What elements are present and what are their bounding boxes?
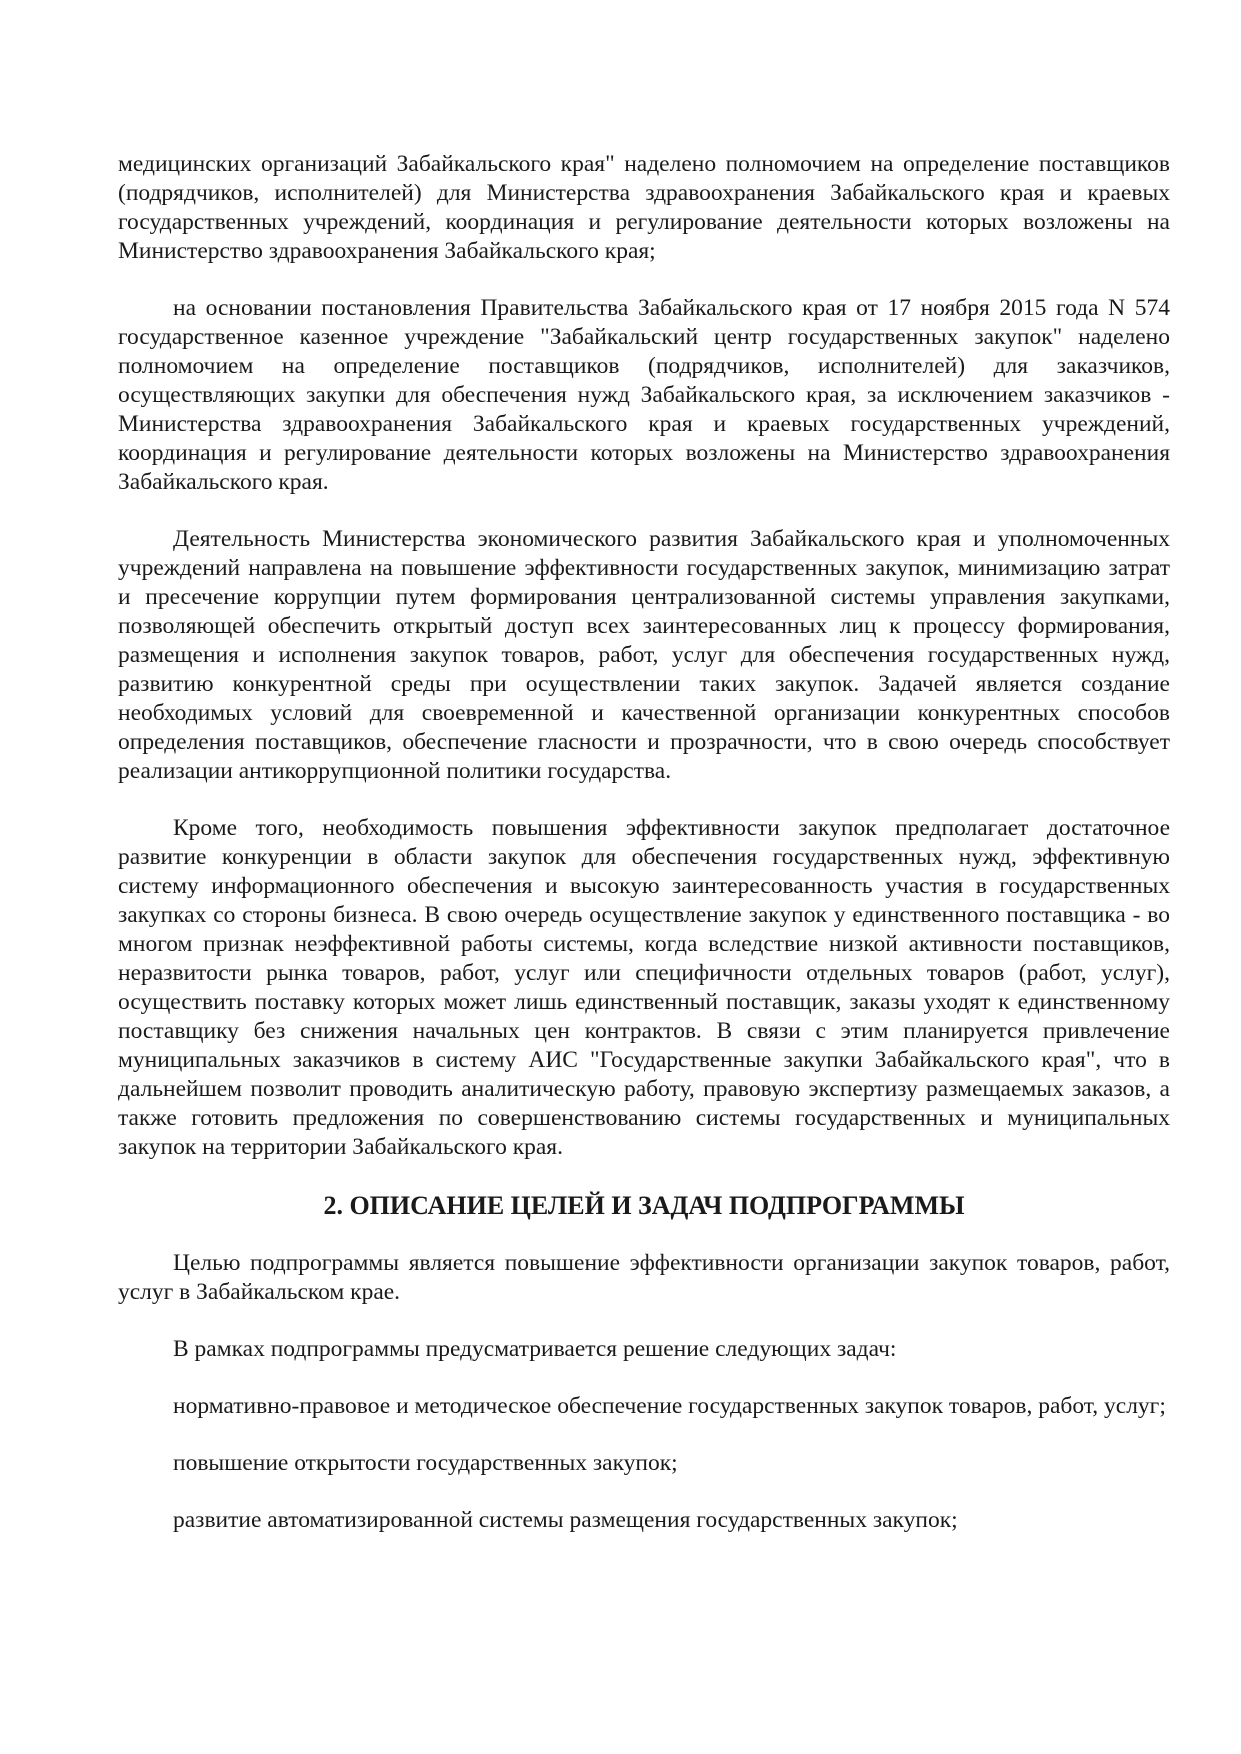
section-heading: 2. ОПИСАНИЕ ЦЕЛЕЙ И ЗАДАЧ ПОДПРОГРАММЫ (323, 1191, 965, 1220)
paragraph-4: Кроме того, необходимость повышения эффективности закупок предполагает достаточное развитие конкуренции в области закупок для обеспечения государственных нужд, эффективную систему информационного обеспечения и высокую заинтересованность участия в государственных закупках со стороны бизнеса. В свою очередь осуществление закупок у единственного поставщика - во многом признак неэффективной работы системы, когда вследствие низкой активности поставщиков, неразвитости рынка товаров, работ, услуг или специфичности отдельных товаров (работ, услуг), осуществить поставку которых может лишь единственный поставщик, заказы уходят к единственному поставщику без снижения начальных цен контрактов. В связи с этим планируется привлечение муниципальных заказчиков в систему АИС "Государственные закупки Забайкальского края", что в дальнейшем позволит проводить аналитическую работу, правовую экспертизу размещаемых заказов, а также готовить предложения по совершенствованию системы государственных и муниципальных закупок на территории Забайкальского края. (118, 815, 1170, 1160)
task-item-2: повышение открытости государственных закупок; (173, 1450, 678, 1476)
paragraph-3: Деятельность Министерства экономического развития Забайкальского края и уполномоченных учреждений направлена на повышение эффективности государственных закупок, минимизацию затрат и пресечение коррупции путем формирования централизованной системы управления закупками, позволяющей обеспечить открытый доступ всех заинтересованных лиц к процессу формирования, размещения и исполнения закупок товаров, работ, услуг для обеспечения государственных нужд, развитию конкурентной среды при осуществлении таких закупок. Задачей является создание необходимых условий для своевременной и качественной организации конкурентных способов определения поставщиков, обеспечение гласности и прозрачности, что в свою очередь способствует реализации антикоррупционной политики государства. (118, 526, 1170, 784)
paragraph-tasks-intro: В рамках подпрограммы предусматривается решение следующих задач: (173, 1336, 897, 1362)
paragraph-1: медицинских организаций Забайкальского края" наделено полномочием на определение поставщиков (подрядчиков, исполнителей) для Министерства здравоохранения Забайкальского края и краевых государственных учреждений, координация и регулирование деятельности которых возложены на Министерство здравоохранения Забайкальского края; (118, 151, 1170, 264)
document-page (118, 150, 1170, 1563)
task-item-1: нормативно-правовое и методическое обеспечение государственных закупок товаров, работ, услуг; (173, 1393, 1166, 1419)
paragraph-2: на основании постановления Правительства Забайкальского края от 17 ноября 2015 года N 574 государственное казенное учреждение "Забайкальский центр государственных закупок" наделено полномочием на определение поставщиков (подрядчиков, исполнителей) для заказчиков, осуществляющих закупки для обеспечения нужд Забайкальского края, за исключением заказчиков - Министерства здравоохранения Забайкальского края и краевых государственных учреждений, координация и регулирование деятельности которых возложены на Министерство здравоохранения Забайкальского края. (118, 295, 1170, 495)
task-item-3: развитие автоматизированной системы размещения государственных закупок; (173, 1507, 958, 1533)
paragraph-goal: Целью подпрограммы является повышение эффективности организации закупок товаров, работ, услуг в Забайкальском крае. (118, 1250, 1170, 1305)
